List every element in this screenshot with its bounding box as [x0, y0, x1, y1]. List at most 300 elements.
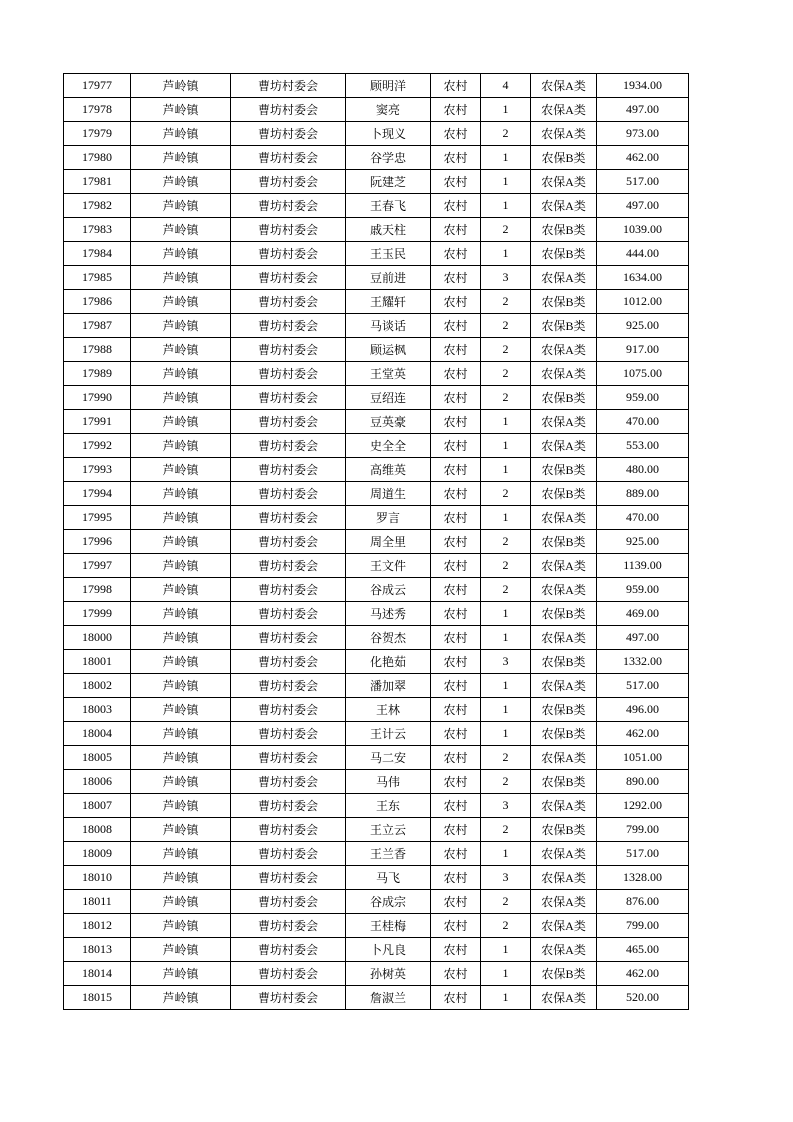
table-cell-residence-type: 农村 [431, 338, 481, 362]
table-cell-amount: 1634.00 [597, 266, 689, 290]
table-cell-person-name: 豆绍连 [346, 386, 431, 410]
table-cell-record-id: 17989 [64, 362, 131, 386]
table-cell-residence-type: 农村 [431, 794, 481, 818]
table-cell-town: 芦岭镇 [131, 578, 231, 602]
table-row [64, 938, 689, 962]
payment-record-table [63, 73, 689, 1010]
table-row [64, 626, 689, 650]
table-cell-person-name: 阮建芝 [346, 170, 431, 194]
table-cell-amount: 497.00 [597, 626, 689, 650]
table-cell-village-committee: 曹坊村委会 [231, 602, 346, 626]
table-cell-residence-type: 农村 [431, 266, 481, 290]
table-cell-residence-type: 农村 [431, 506, 481, 530]
table-row [64, 986, 689, 1010]
table-cell-residence-type: 农村 [431, 722, 481, 746]
table-cell-person-count: 1 [481, 242, 531, 266]
table-cell-village-committee: 曹坊村委会 [231, 746, 346, 770]
table-cell-record-id: 18008 [64, 818, 131, 842]
table-cell-person-name: 卜凡良 [346, 938, 431, 962]
table-cell-residence-type: 农村 [431, 170, 481, 194]
table-cell-village-committee: 曹坊村委会 [231, 242, 346, 266]
table-cell-residence-type: 农村 [431, 818, 481, 842]
table-cell-village-committee: 曹坊村委会 [231, 170, 346, 194]
table-cell-residence-type: 农村 [431, 146, 481, 170]
table-cell-person-name: 王耀轩 [346, 290, 431, 314]
table-cell-insurance-category: 农保B类 [531, 602, 597, 626]
table-cell-insurance-category: 农保A类 [531, 554, 597, 578]
table-row [64, 842, 689, 866]
table-row [64, 818, 689, 842]
table-cell-village-committee: 曹坊村委会 [231, 290, 346, 314]
table-cell-town: 芦岭镇 [131, 938, 231, 962]
table-cell-amount: 959.00 [597, 578, 689, 602]
table-cell-person-count: 2 [481, 290, 531, 314]
table-cell-record-id: 17986 [64, 290, 131, 314]
table-cell-insurance-category: 农保A类 [531, 938, 597, 962]
table-cell-village-committee: 曹坊村委会 [231, 434, 346, 458]
table-cell-village-committee: 曹坊村委会 [231, 962, 346, 986]
table-cell-residence-type: 农村 [431, 458, 481, 482]
table-cell-record-id: 18013 [64, 938, 131, 962]
table-cell-record-id: 17977 [64, 74, 131, 98]
table-cell-amount: 1039.00 [597, 218, 689, 242]
table-cell-village-committee: 曹坊村委会 [231, 554, 346, 578]
table-row [64, 530, 689, 554]
table-cell-town: 芦岭镇 [131, 890, 231, 914]
table-cell-person-name: 王计云 [346, 722, 431, 746]
table-cell-record-id: 17981 [64, 170, 131, 194]
table-cell-record-id: 17987 [64, 314, 131, 338]
table-cell-village-committee: 曹坊村委会 [231, 626, 346, 650]
table-cell-insurance-category: 农保B类 [531, 722, 597, 746]
table-cell-record-id: 17983 [64, 218, 131, 242]
table-cell-insurance-category: 农保A类 [531, 890, 597, 914]
table-cell-village-committee: 曹坊村委会 [231, 674, 346, 698]
table-row [64, 362, 689, 386]
table-cell-insurance-category: 农保A类 [531, 170, 597, 194]
table-cell-person-name: 王文件 [346, 554, 431, 578]
table-cell-residence-type: 农村 [431, 554, 481, 578]
table-cell-person-name: 马二安 [346, 746, 431, 770]
table-cell-residence-type: 农村 [431, 626, 481, 650]
table-cell-person-count: 1 [481, 98, 531, 122]
table-cell-person-count: 2 [481, 530, 531, 554]
table-cell-insurance-category: 农保A类 [531, 194, 597, 218]
table-cell-residence-type: 农村 [431, 386, 481, 410]
table-cell-village-committee: 曹坊村委会 [231, 770, 346, 794]
table-cell-town: 芦岭镇 [131, 650, 231, 674]
table-cell-record-id: 18001 [64, 650, 131, 674]
table-cell-person-count: 2 [481, 890, 531, 914]
table-cell-town: 芦岭镇 [131, 290, 231, 314]
table-row [64, 290, 689, 314]
table-cell-village-committee: 曹坊村委会 [231, 458, 346, 482]
table-cell-town: 芦岭镇 [131, 194, 231, 218]
table-cell-amount: 497.00 [597, 194, 689, 218]
table-cell-residence-type: 农村 [431, 218, 481, 242]
table-cell-residence-type: 农村 [431, 866, 481, 890]
table-cell-person-count: 2 [481, 482, 531, 506]
table-cell-person-name: 卜现义 [346, 122, 431, 146]
table-cell-record-id: 17999 [64, 602, 131, 626]
table-cell-insurance-category: 农保B类 [531, 242, 597, 266]
table-cell-town: 芦岭镇 [131, 746, 231, 770]
table-cell-person-name: 马飞 [346, 866, 431, 890]
table-cell-insurance-category: 农保B类 [531, 650, 597, 674]
table-cell-amount: 462.00 [597, 962, 689, 986]
table-cell-amount: 1328.00 [597, 866, 689, 890]
table-cell-residence-type: 农村 [431, 698, 481, 722]
table-cell-amount: 799.00 [597, 818, 689, 842]
table-cell-person-name: 罗言 [346, 506, 431, 530]
table-cell-person-name: 化艳茹 [346, 650, 431, 674]
table-cell-residence-type: 农村 [431, 914, 481, 938]
table-cell-person-count: 1 [481, 674, 531, 698]
table-cell-amount: 553.00 [597, 434, 689, 458]
table-cell-amount: 480.00 [597, 458, 689, 482]
table-cell-insurance-category: 农保A类 [531, 410, 597, 434]
table-cell-town: 芦岭镇 [131, 410, 231, 434]
table-cell-village-committee: 曹坊村委会 [231, 218, 346, 242]
table-cell-insurance-category: 农保A类 [531, 914, 597, 938]
table-cell-person-count: 3 [481, 866, 531, 890]
table-cell-person-name: 马述秀 [346, 602, 431, 626]
table-cell-person-name: 豆前进 [346, 266, 431, 290]
table-cell-insurance-category: 农保B类 [531, 146, 597, 170]
table-cell-town: 芦岭镇 [131, 266, 231, 290]
table-cell-record-id: 17979 [64, 122, 131, 146]
table-cell-village-committee: 曹坊村委会 [231, 122, 346, 146]
table-cell-insurance-category: 农保B类 [531, 314, 597, 338]
table-cell-town: 芦岭镇 [131, 818, 231, 842]
table-cell-amount: 462.00 [597, 146, 689, 170]
table-row [64, 74, 689, 98]
table-cell-insurance-category: 农保A类 [531, 362, 597, 386]
table-cell-amount: 517.00 [597, 170, 689, 194]
table-cell-residence-type: 农村 [431, 986, 481, 1010]
table-cell-residence-type: 农村 [431, 650, 481, 674]
table-cell-record-id: 17997 [64, 554, 131, 578]
table-row [64, 578, 689, 602]
table-cell-residence-type: 农村 [431, 962, 481, 986]
table-row [64, 410, 689, 434]
table-cell-record-id: 17996 [64, 530, 131, 554]
table-cell-person-count: 2 [481, 386, 531, 410]
table-cell-town: 芦岭镇 [131, 962, 231, 986]
table-cell-amount: 890.00 [597, 770, 689, 794]
table-cell-person-name: 王林 [346, 698, 431, 722]
table-cell-person-count: 3 [481, 650, 531, 674]
table-cell-residence-type: 农村 [431, 770, 481, 794]
table-row [64, 386, 689, 410]
table-cell-record-id: 18003 [64, 698, 131, 722]
table-cell-residence-type: 农村 [431, 314, 481, 338]
table-cell-record-id: 17985 [64, 266, 131, 290]
table-cell-record-id: 17980 [64, 146, 131, 170]
table-row [64, 602, 689, 626]
table-row [64, 698, 689, 722]
table-cell-insurance-category: 农保A类 [531, 98, 597, 122]
table-cell-insurance-category: 农保A类 [531, 746, 597, 770]
table-cell-town: 芦岭镇 [131, 626, 231, 650]
table-cell-village-committee: 曹坊村委会 [231, 386, 346, 410]
table-cell-village-committee: 曹坊村委会 [231, 314, 346, 338]
table-cell-person-count: 1 [481, 962, 531, 986]
table-cell-record-id: 17988 [64, 338, 131, 362]
table-cell-village-committee: 曹坊村委会 [231, 818, 346, 842]
table-cell-residence-type: 农村 [431, 746, 481, 770]
table-cell-insurance-category: 农保A类 [531, 626, 597, 650]
table-cell-town: 芦岭镇 [131, 674, 231, 698]
table-cell-town: 芦岭镇 [131, 98, 231, 122]
table-cell-village-committee: 曹坊村委会 [231, 938, 346, 962]
table-cell-residence-type: 农村 [431, 842, 481, 866]
table-cell-residence-type: 农村 [431, 410, 481, 434]
table-row [64, 194, 689, 218]
table-cell-amount: 925.00 [597, 314, 689, 338]
table-cell-town: 芦岭镇 [131, 602, 231, 626]
table-cell-person-name: 王东 [346, 794, 431, 818]
table-cell-residence-type: 农村 [431, 938, 481, 962]
table-cell-town: 芦岭镇 [131, 794, 231, 818]
table-cell-town: 芦岭镇 [131, 146, 231, 170]
table-cell-village-committee: 曹坊村委会 [231, 194, 346, 218]
table-row [64, 770, 689, 794]
table-cell-amount: 876.00 [597, 890, 689, 914]
table-row [64, 242, 689, 266]
table-cell-insurance-category: 农保A类 [531, 578, 597, 602]
table-cell-residence-type: 农村 [431, 434, 481, 458]
table-cell-person-count: 2 [481, 554, 531, 578]
table-cell-person-count: 1 [481, 410, 531, 434]
table-cell-insurance-category: 农保A类 [531, 986, 597, 1010]
table-cell-person-count: 1 [481, 458, 531, 482]
table-cell-insurance-category: 农保B类 [531, 386, 597, 410]
table-cell-person-count: 1 [481, 602, 531, 626]
table-cell-village-committee: 曹坊村委会 [231, 146, 346, 170]
table-cell-person-name: 周全里 [346, 530, 431, 554]
table-cell-village-committee: 曹坊村委会 [231, 698, 346, 722]
table-row [64, 890, 689, 914]
table-cell-person-name: 孙树英 [346, 962, 431, 986]
table-cell-amount: 470.00 [597, 410, 689, 434]
table-cell-person-count: 2 [481, 122, 531, 146]
table-row [64, 482, 689, 506]
table-cell-record-id: 17994 [64, 482, 131, 506]
table-cell-insurance-category: 农保A类 [531, 74, 597, 98]
table-cell-insurance-category: 农保B类 [531, 818, 597, 842]
table-row [64, 338, 689, 362]
table-cell-village-committee: 曹坊村委会 [231, 866, 346, 890]
table-cell-insurance-category: 农保B类 [531, 458, 597, 482]
table-cell-record-id: 17993 [64, 458, 131, 482]
table-cell-insurance-category: 农保A类 [531, 434, 597, 458]
table-cell-person-name: 王堂英 [346, 362, 431, 386]
table-cell-town: 芦岭镇 [131, 170, 231, 194]
table-cell-person-name: 顾明洋 [346, 74, 431, 98]
table-cell-person-count: 2 [481, 770, 531, 794]
table-cell-insurance-category: 农保B类 [531, 290, 597, 314]
table-cell-amount: 973.00 [597, 122, 689, 146]
table-cell-person-count: 1 [481, 722, 531, 746]
table-cell-residence-type: 农村 [431, 98, 481, 122]
table-cell-town: 芦岭镇 [131, 914, 231, 938]
table-sheet [63, 73, 688, 1010]
table-cell-residence-type: 农村 [431, 194, 481, 218]
table-cell-amount: 799.00 [597, 914, 689, 938]
table-cell-person-name: 马伟 [346, 770, 431, 794]
table-cell-person-count: 1 [481, 698, 531, 722]
table-row [64, 266, 689, 290]
table-row [64, 218, 689, 242]
table-cell-residence-type: 农村 [431, 674, 481, 698]
table-cell-person-count: 3 [481, 266, 531, 290]
table-cell-amount: 917.00 [597, 338, 689, 362]
table-cell-insurance-category: 农保A类 [531, 866, 597, 890]
table-cell-amount: 444.00 [597, 242, 689, 266]
table-cell-village-committee: 曹坊村委会 [231, 890, 346, 914]
table-cell-amount: 1332.00 [597, 650, 689, 674]
table-cell-village-committee: 曹坊村委会 [231, 410, 346, 434]
table-cell-amount: 959.00 [597, 386, 689, 410]
table-cell-person-name: 王桂梅 [346, 914, 431, 938]
table-cell-record-id: 18012 [64, 914, 131, 938]
table-cell-town: 芦岭镇 [131, 530, 231, 554]
table-cell-residence-type: 农村 [431, 362, 481, 386]
table-cell-town: 芦岭镇 [131, 74, 231, 98]
table-cell-town: 芦岭镇 [131, 554, 231, 578]
table-cell-amount: 520.00 [597, 986, 689, 1010]
table-cell-record-id: 17984 [64, 242, 131, 266]
table-cell-village-committee: 曹坊村委会 [231, 794, 346, 818]
table-cell-person-count: 4 [481, 74, 531, 98]
table-cell-person-count: 2 [481, 914, 531, 938]
table-cell-amount: 517.00 [597, 842, 689, 866]
table-cell-village-committee: 曹坊村委会 [231, 578, 346, 602]
table-cell-residence-type: 农村 [431, 74, 481, 98]
table-cell-insurance-category: 农保B类 [531, 530, 597, 554]
table-cell-record-id: 18011 [64, 890, 131, 914]
table-cell-amount: 1934.00 [597, 74, 689, 98]
table-cell-amount: 497.00 [597, 98, 689, 122]
table-cell-amount: 465.00 [597, 938, 689, 962]
table-cell-person-name: 窦亮 [346, 98, 431, 122]
table-row [64, 914, 689, 938]
table-cell-village-committee: 曹坊村委会 [231, 362, 346, 386]
table-cell-residence-type: 农村 [431, 890, 481, 914]
table-cell-town: 芦岭镇 [131, 770, 231, 794]
table-cell-town: 芦岭镇 [131, 338, 231, 362]
table-row [64, 146, 689, 170]
table-cell-person-name: 谷成宗 [346, 890, 431, 914]
table-cell-village-committee: 曹坊村委会 [231, 650, 346, 674]
table-cell-record-id: 18002 [64, 674, 131, 698]
table-cell-person-name: 谷成云 [346, 578, 431, 602]
table-cell-village-committee: 曹坊村委会 [231, 842, 346, 866]
table-cell-record-id: 18009 [64, 842, 131, 866]
table-cell-insurance-category: 农保A类 [531, 794, 597, 818]
table-cell-record-id: 18000 [64, 626, 131, 650]
table-cell-town: 芦岭镇 [131, 122, 231, 146]
table-cell-person-count: 1 [481, 506, 531, 530]
table-cell-village-committee: 曹坊村委会 [231, 98, 346, 122]
table-cell-amount: 462.00 [597, 722, 689, 746]
table-cell-amount: 496.00 [597, 698, 689, 722]
table-row [64, 866, 689, 890]
table-cell-person-count: 1 [481, 434, 531, 458]
table-cell-town: 芦岭镇 [131, 362, 231, 386]
table-row [64, 746, 689, 770]
table-cell-person-name: 王玉民 [346, 242, 431, 266]
table-cell-residence-type: 农村 [431, 242, 481, 266]
table-cell-record-id: 18005 [64, 746, 131, 770]
table-cell-amount: 1012.00 [597, 290, 689, 314]
table-cell-amount: 1139.00 [597, 554, 689, 578]
table-cell-insurance-category: 农保B类 [531, 770, 597, 794]
table-cell-person-name: 马谈话 [346, 314, 431, 338]
table-cell-person-name: 顾运枫 [346, 338, 431, 362]
table-cell-record-id: 17978 [64, 98, 131, 122]
table-cell-village-committee: 曹坊村委会 [231, 530, 346, 554]
table-row [64, 794, 689, 818]
table-row [64, 650, 689, 674]
table-cell-record-id: 18014 [64, 962, 131, 986]
table-cell-record-id: 18006 [64, 770, 131, 794]
table-cell-person-count: 1 [481, 626, 531, 650]
table-cell-amount: 1075.00 [597, 362, 689, 386]
table-cell-person-name: 谷贺杰 [346, 626, 431, 650]
table-cell-person-name: 王兰香 [346, 842, 431, 866]
table-cell-insurance-category: 农保B类 [531, 698, 597, 722]
table-row [64, 722, 689, 746]
table-cell-record-id: 17998 [64, 578, 131, 602]
table-cell-town: 芦岭镇 [131, 482, 231, 506]
table-row [64, 674, 689, 698]
table-cell-person-name: 谷学忠 [346, 146, 431, 170]
table-row [64, 314, 689, 338]
table-cell-village-committee: 曹坊村委会 [231, 914, 346, 938]
table-cell-person-count: 2 [481, 578, 531, 602]
table-cell-person-count: 2 [481, 218, 531, 242]
table-cell-town: 芦岭镇 [131, 314, 231, 338]
table-cell-person-count: 1 [481, 938, 531, 962]
table-cell-village-committee: 曹坊村委会 [231, 506, 346, 530]
table-cell-town: 芦岭镇 [131, 434, 231, 458]
table-cell-record-id: 17991 [64, 410, 131, 434]
table-cell-town: 芦岭镇 [131, 458, 231, 482]
table-cell-person-count: 1 [481, 986, 531, 1010]
table-cell-town: 芦岭镇 [131, 506, 231, 530]
table-cell-insurance-category: 农保A类 [531, 842, 597, 866]
table-cell-residence-type: 农村 [431, 578, 481, 602]
table-cell-town: 芦岭镇 [131, 242, 231, 266]
table-cell-record-id: 17992 [64, 434, 131, 458]
table-cell-record-id: 17995 [64, 506, 131, 530]
table-cell-person-count: 1 [481, 170, 531, 194]
table-row [64, 962, 689, 986]
table-cell-amount: 470.00 [597, 506, 689, 530]
table-cell-amount: 517.00 [597, 674, 689, 698]
table-cell-insurance-category: 农保A类 [531, 338, 597, 362]
table-cell-person-name: 戚天柱 [346, 218, 431, 242]
table-cell-village-committee: 曹坊村委会 [231, 986, 346, 1010]
table-cell-person-name: 高维英 [346, 458, 431, 482]
table-cell-person-count: 2 [481, 362, 531, 386]
table-row [64, 434, 689, 458]
table-cell-person-name: 王春飞 [346, 194, 431, 218]
table-cell-town: 芦岭镇 [131, 698, 231, 722]
table-cell-record-id: 18007 [64, 794, 131, 818]
